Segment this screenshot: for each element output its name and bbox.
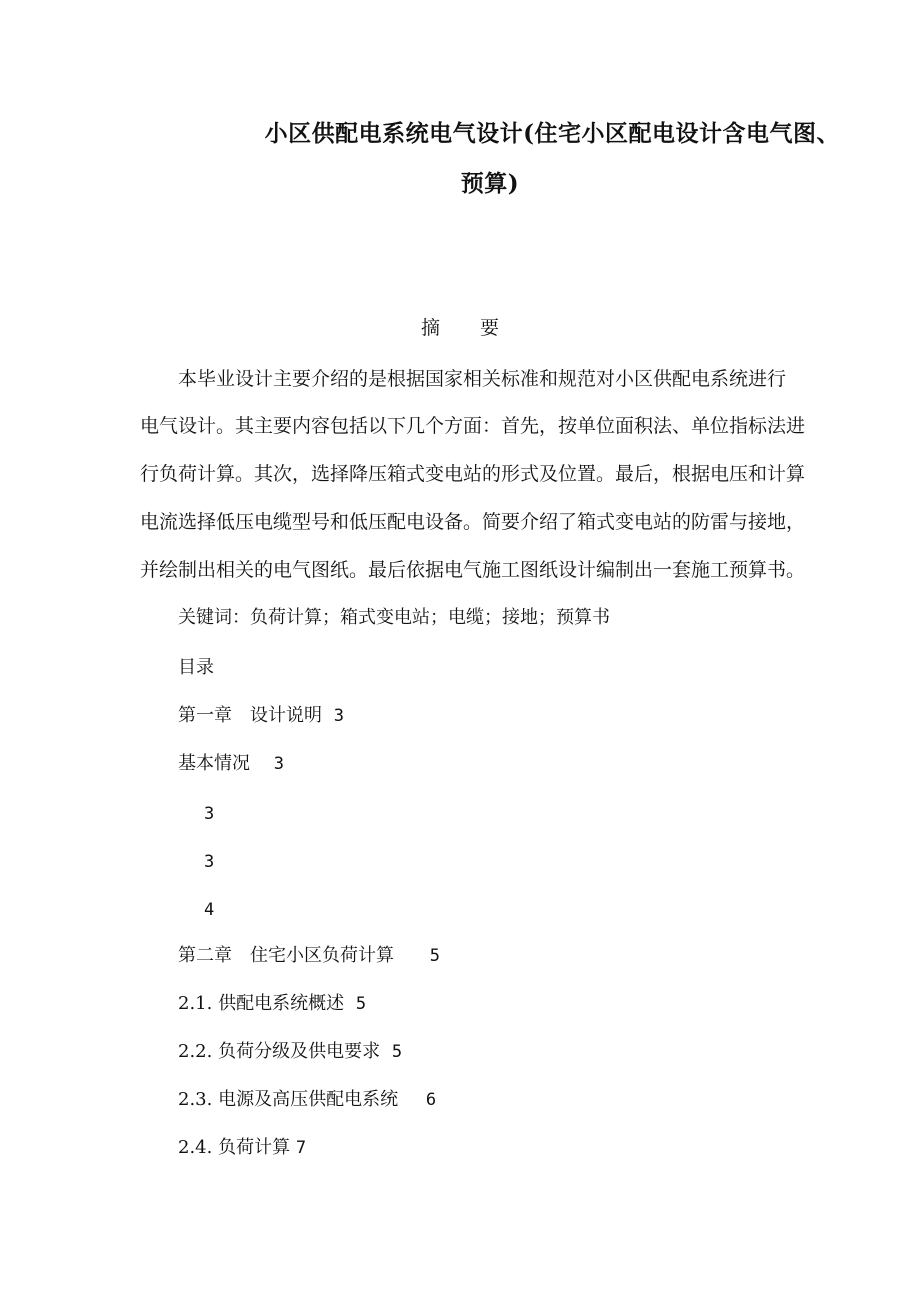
toc-entry-label: 2.1. 供配电系统概述	[178, 993, 345, 1014]
toc-entry-label: 第二章 住宅小区负荷计算	[178, 945, 394, 966]
keywords: 关键词：负荷计算；箱式变电站；电缆；接地；预算书	[178, 607, 610, 628]
abstract-line: 电气设计。其主要内容包括以下几个方面：首先，按单位面积法、单位指标法进	[140, 415, 806, 437]
abstract-heading-char-1: 摘	[420, 317, 440, 339]
abstract-line: 电流选择低压电缆型号和低压配电设备。简要介绍了箱式变电站的防雷与接地，	[140, 511, 806, 533]
document-title-line-1: 小区供配电系统电气设计(住宅小区配电设计含电气图、	[264, 120, 840, 147]
toc-entry-page: 5	[391, 1042, 403, 1062]
toc-entry[interactable]	[178, 702, 344, 730]
abstract-line: 本毕业设计主要介绍的是根据国家相关标准和规范对小区供配电系统进行	[178, 368, 787, 390]
toc-entry-page: 7	[295, 1138, 307, 1158]
toc-entry-label: 第一章 设计说明	[178, 705, 322, 726]
toc-entry-page: 3	[333, 706, 344, 726]
abstract-line: 行负荷计算。其次，选择降压箱式变电站的形式及位置。最后，根据电压和计算	[140, 463, 806, 485]
toc-entry-label: 2.4. 负荷计算	[178, 1137, 291, 1158]
toc-title: 目录	[178, 657, 214, 678]
toc-entry[interactable]	[178, 942, 440, 970]
toc-entry-page: 6	[425, 1090, 437, 1110]
toc-entry-page: 5	[355, 994, 367, 1014]
toc-entry-page[interactable]: 3	[204, 804, 215, 824]
abstract-heading	[0, 314, 920, 342]
document-title-line-2: 预算)	[460, 170, 520, 197]
toc-entry[interactable]	[178, 1134, 306, 1162]
abstract-line: 并绘制出相关的电气图纸。最后依据电气施工图纸设计编制出一套施工预算书。	[140, 559, 806, 581]
toc-entry[interactable]	[178, 750, 284, 778]
toc-entry[interactable]	[178, 1086, 436, 1114]
abstract-heading-char-2: 要	[480, 317, 500, 339]
toc-entry-page: 3	[273, 754, 284, 774]
toc-entry-label: 2.3. 电源及高压供配电系统	[178, 1089, 399, 1110]
toc-entry[interactable]	[178, 990, 366, 1018]
toc-entry-page: 5	[429, 946, 440, 966]
toc-entry-page[interactable]: 3	[204, 852, 215, 872]
toc-entry-page[interactable]: 4	[204, 900, 215, 920]
toc-entry-label: 基本情况	[178, 753, 250, 774]
toc-entry-label: 2.2. 负荷分级及供电要求	[178, 1041, 381, 1062]
toc-entry[interactable]	[178, 1038, 402, 1066]
